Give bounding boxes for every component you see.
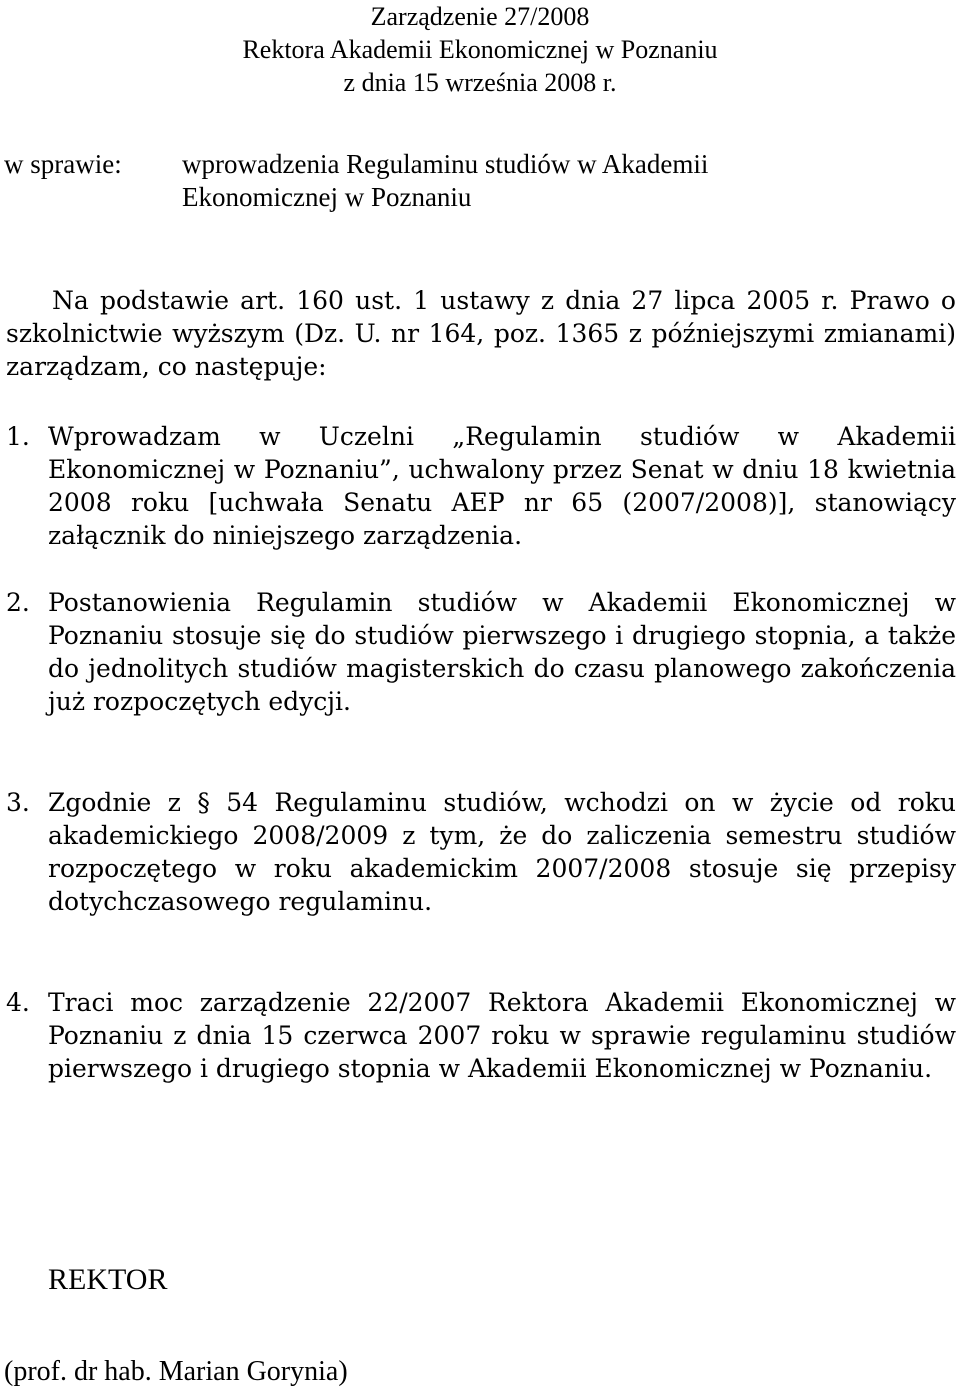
item-number: 3. bbox=[6, 788, 30, 817]
issuer-line: Rektora Akademii Ekonomicznej w Poznaniu bbox=[242, 35, 718, 64]
subject-label: w sprawie: bbox=[4, 149, 122, 179]
legal-basis-paragraph: Na podstawie art. 160 ust. 1 ustawy z dnia 27 lipca 2005 r. Prawo o szkolnictwie wyższym (Dz. U. nr 164, poz. 1365 z późniejszymi zmianami) zarządzam, co następuje: bbox=[6, 286, 956, 381]
item-text: Postanowienia Regulamin studiów w Akademii Ekonomicznej w Poznaniu stosuje się do studiów pierwszego i drugiego stopnia, a także do jednolitych studiów magisterskich do czasu planowego zakończenia już rozpoczętych edycji. bbox=[48, 588, 956, 716]
item-number: 4. bbox=[6, 988, 30, 1017]
item-text: Wprowadzam w Uczelni „Regulamin studiów w Akademii Ekonomicznej w Poznaniu”, uchwalony przez Senat w dniu 18 kwietnia 2008 roku [uchwała Senatu AEP nr 65 (2007/2008)], stanowiący załącznik do niniejszego zarządzenia. bbox=[48, 422, 956, 550]
date-line: z dnia 15 września 2008 r. bbox=[343, 68, 617, 97]
signature-name: (prof. dr hab. Marian Gorynia) bbox=[4, 1356, 348, 1387]
subject-line-1: wprowadzenia Regulaminu studiów w Akademii bbox=[182, 149, 709, 179]
item-text: Traci moc zarządzenie 22/2007 Rektora Akademii Ekonomicznej w Poznaniu z dnia 15 czerwca 2007 roku w sprawie regulaminu studiów pierwszego i drugiego stopnia w Akademii Ekonomicznej w Poznaniu. bbox=[48, 988, 956, 1083]
item-text: Zgodnie z § 54 Regulaminu studiów, wchodzi on w życie od roku akademickiego 2008/2009 z tym, że do zaliczenia semestru studiów rozpoczętego w roku akademickim 2007/2008 stosuje się przepisy dotychczasowego regulaminu. bbox=[48, 788, 956, 916]
signature-title: REKTOR bbox=[48, 1263, 168, 1296]
item-number: 2. bbox=[6, 588, 30, 617]
document-header bbox=[0, 0, 960, 99]
subject-block bbox=[4, 148, 954, 214]
item-number: 1. bbox=[6, 422, 30, 451]
order-title: Zarządzenie 27/2008 bbox=[370, 2, 590, 31]
subject-line-2: Ekonomicznej w Poznaniu bbox=[182, 182, 472, 212]
